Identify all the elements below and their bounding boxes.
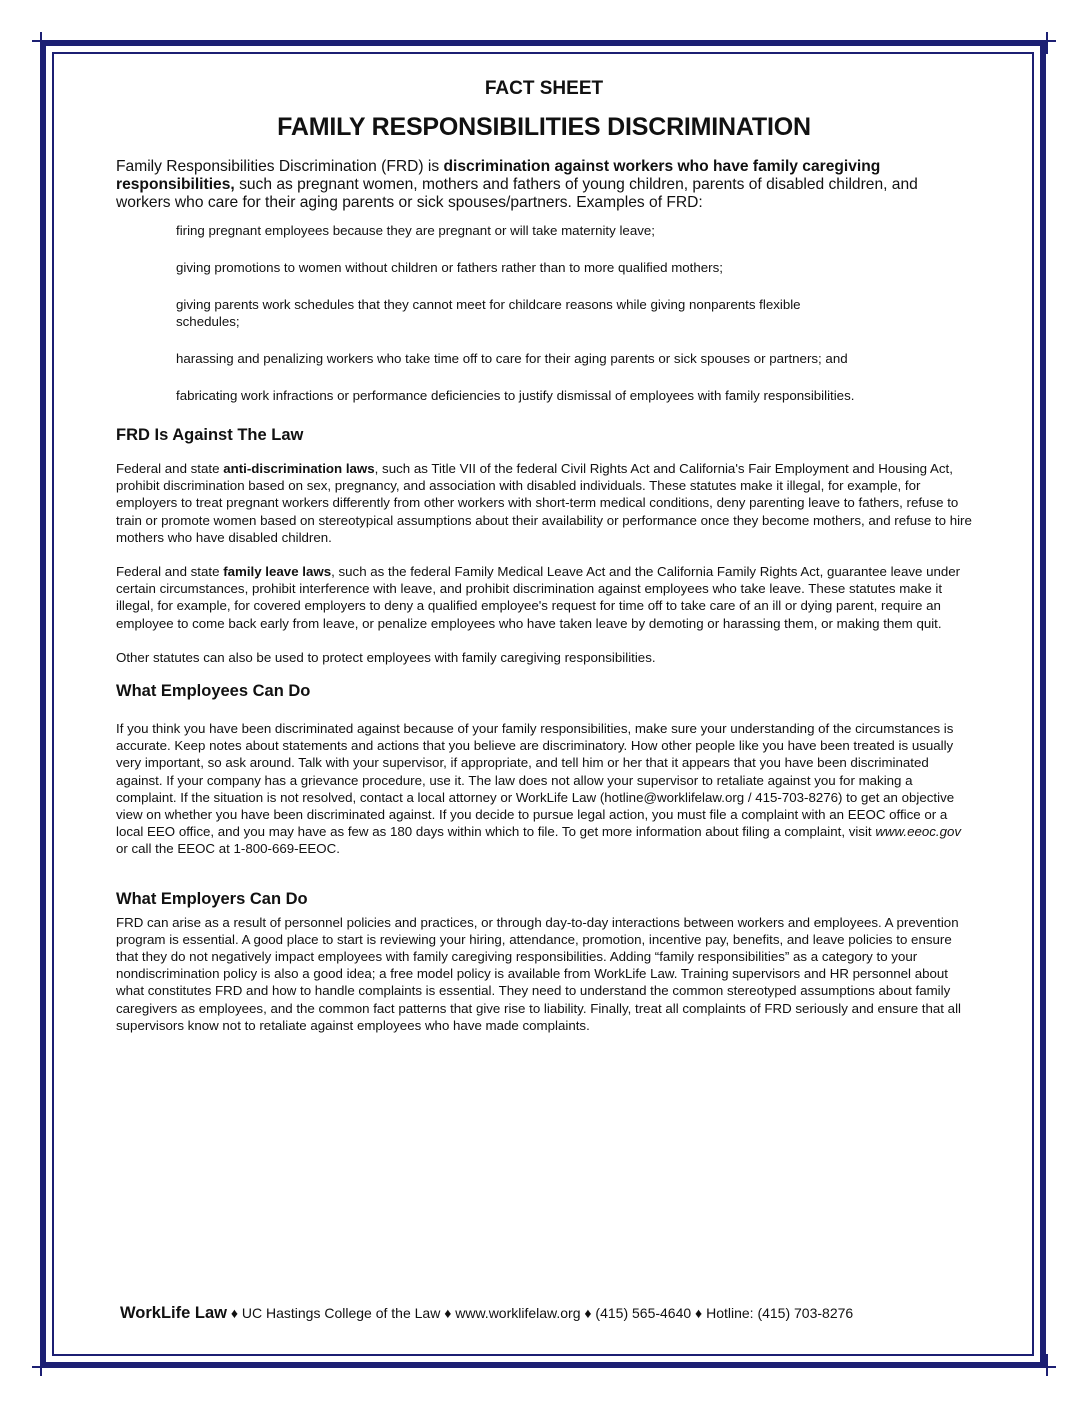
intro-paragraph (116, 158, 972, 212)
law-paragraph-2 (116, 563, 972, 632)
page-footer (120, 1303, 980, 1323)
border-corner-bottom-left (32, 1354, 54, 1376)
intro-lead: Family Responsibilities Discrimination (FRD) is (116, 158, 444, 175)
examples-list (176, 222, 856, 404)
document-kicker: FACT SHEET (484, 78, 604, 99)
border-corner-top-left (32, 32, 54, 54)
intro-bold: discrimination against workers who have family caregiving responsibilities, (116, 158, 881, 193)
footer-brand: WorkLife Law (120, 1304, 227, 1322)
document-title: FAMILY RESPONSIBILITIES DISCRIMINATION (277, 113, 811, 141)
law-p1-rest: , such as Title VII of the federal Civil Rights Act and California's Fair Employment and Housing Act, prohibit discrimination based on sex, pregnancy, and association with disabled individuals. These statutes make it illegal, for example, for employers to treat pregnant workers differently from other workers with short-term medical conditions, deny parenting leave to fathers, refuse to train or promote women based on stereotypical assumptions about their availability or performance once they become mothers, and refuse to hire mothers who have disabled children. (116, 461, 972, 545)
example-item: fabricating work infractions or performance deficiencies to justify dismissal of employees with family responsibilities. (176, 388, 855, 403)
footer-contact: ♦ UC Hastings College of the Law ♦ www.worklifelaw.org ♦ (415) 565-4640 ♦ Hotline: (415) 703-8276 (226, 1305, 854, 1321)
intro-rest: such as pregnant women, mothers and fathers of young children, parents of disabled children, and workers who care for their aging parents or sick spouses/partners. Examples of FRD: (116, 176, 918, 211)
law-p2-rest: , such as the federal Family Medical Leave Act and the California Family Rights Act, guarantee leave under certain circumstances, prohibit interference with leave, and prohibit discrimination against employees who take leave. These statutes make it illegal, for example, for covered employers to deny a qualified employee's request for time off to take care of an ill or dying parent, require an employee to come back early from leave, or penalize employees who have taken leave by demoting or harassing them, or making them quit. (116, 564, 961, 631)
employees-p1-lead: If you think you have been discriminated against because of your family responsibilities, make sure your understanding of the circumstances is accurate. Keep notes about statements and actions that you believe are discriminatory. How other people like you have been treated is usually very important, so ask around. Talk with your supervisor, if appropriate, and tell him or her that it appears that you have been discriminated against. If your company has a grievance procedure, use it. The law does not allow your supervisor to retaliate against you for making a complaint. If the situation is not resolved, contact a local attorney or WorkLife Law (hotline@worklifelaw.org / 415-703-8276) to get an objective view on whether you have been discriminated against. If you decide to pursue legal action, you must file a complaint with an EEOC office or a local EEO office, and you may have as few as 180 days within which to file. To get more information about filing a complaint, visit (116, 721, 955, 840)
employees-section-heading: What Employees Can Do (116, 682, 311, 701)
employees-p1-rest: or call the EEOC at 1-800-669-EEOC. (116, 841, 340, 857)
law-p2-lead: Federal and state (116, 564, 224, 580)
document-body (116, 76, 972, 1034)
eeoc-link[interactable]: www.eeoc.gov (875, 824, 962, 840)
employees-paragraph (116, 720, 972, 858)
law-p1-bold: anti-discrimination laws (223, 461, 375, 476)
example-item: firing pregnant employees because they are pregnant or will take maternity leave; (176, 223, 655, 238)
law-section-heading: FRD Is Against The Law (116, 426, 304, 444)
example-item: harassing and penalizing workers who take time off to care for their aging parents or sick spouses or partners; and (176, 351, 848, 366)
law-p1-lead: Federal and state (116, 461, 224, 476)
law-p2-bold: family leave laws (223, 564, 332, 580)
border-corner-top-right (1034, 32, 1056, 54)
example-item: giving promotions to women without children or fathers rather than to more qualified mothers; (176, 260, 723, 275)
example-item: giving parents work schedules that they cannot meet for childcare reasons while giving nonparents flexible schedules; (176, 297, 801, 329)
border-corner-bottom-right (1034, 1354, 1056, 1376)
employers-paragraph: FRD can arise as a result of personnel policies and practices, or through day-to-day interactions between workers and employees. A prevention program is essential. A good place to start is reviewing your hiring, attendance, promotion, incentive pay, benefits, and leave policies to ensure that they do not negatively impact employees with family caregiving responsibilities. Adding “family responsibilities” as a category to your nondiscrimination policy is also a good idea; a free model policy is available from WorkLife Law. Training supervisors and HR personnel about what constitutes FRD and how to handle complaints is essential. They need to understand the common stereotyped assumptions about family caregivers as employees, and the common fact patterns that give rise to liability. Finally, treat all complaints of FRD seriously and ensure that all supervisors know not to retaliate against employees who have made complaints. (116, 914, 961, 1033)
employers-section-heading: What Employers Can Do (116, 889, 308, 908)
law-paragraph-1 (116, 460, 972, 546)
law-paragraph-3: Other statutes can also be used to protect employees with family caregiving responsibilities. (116, 649, 656, 665)
